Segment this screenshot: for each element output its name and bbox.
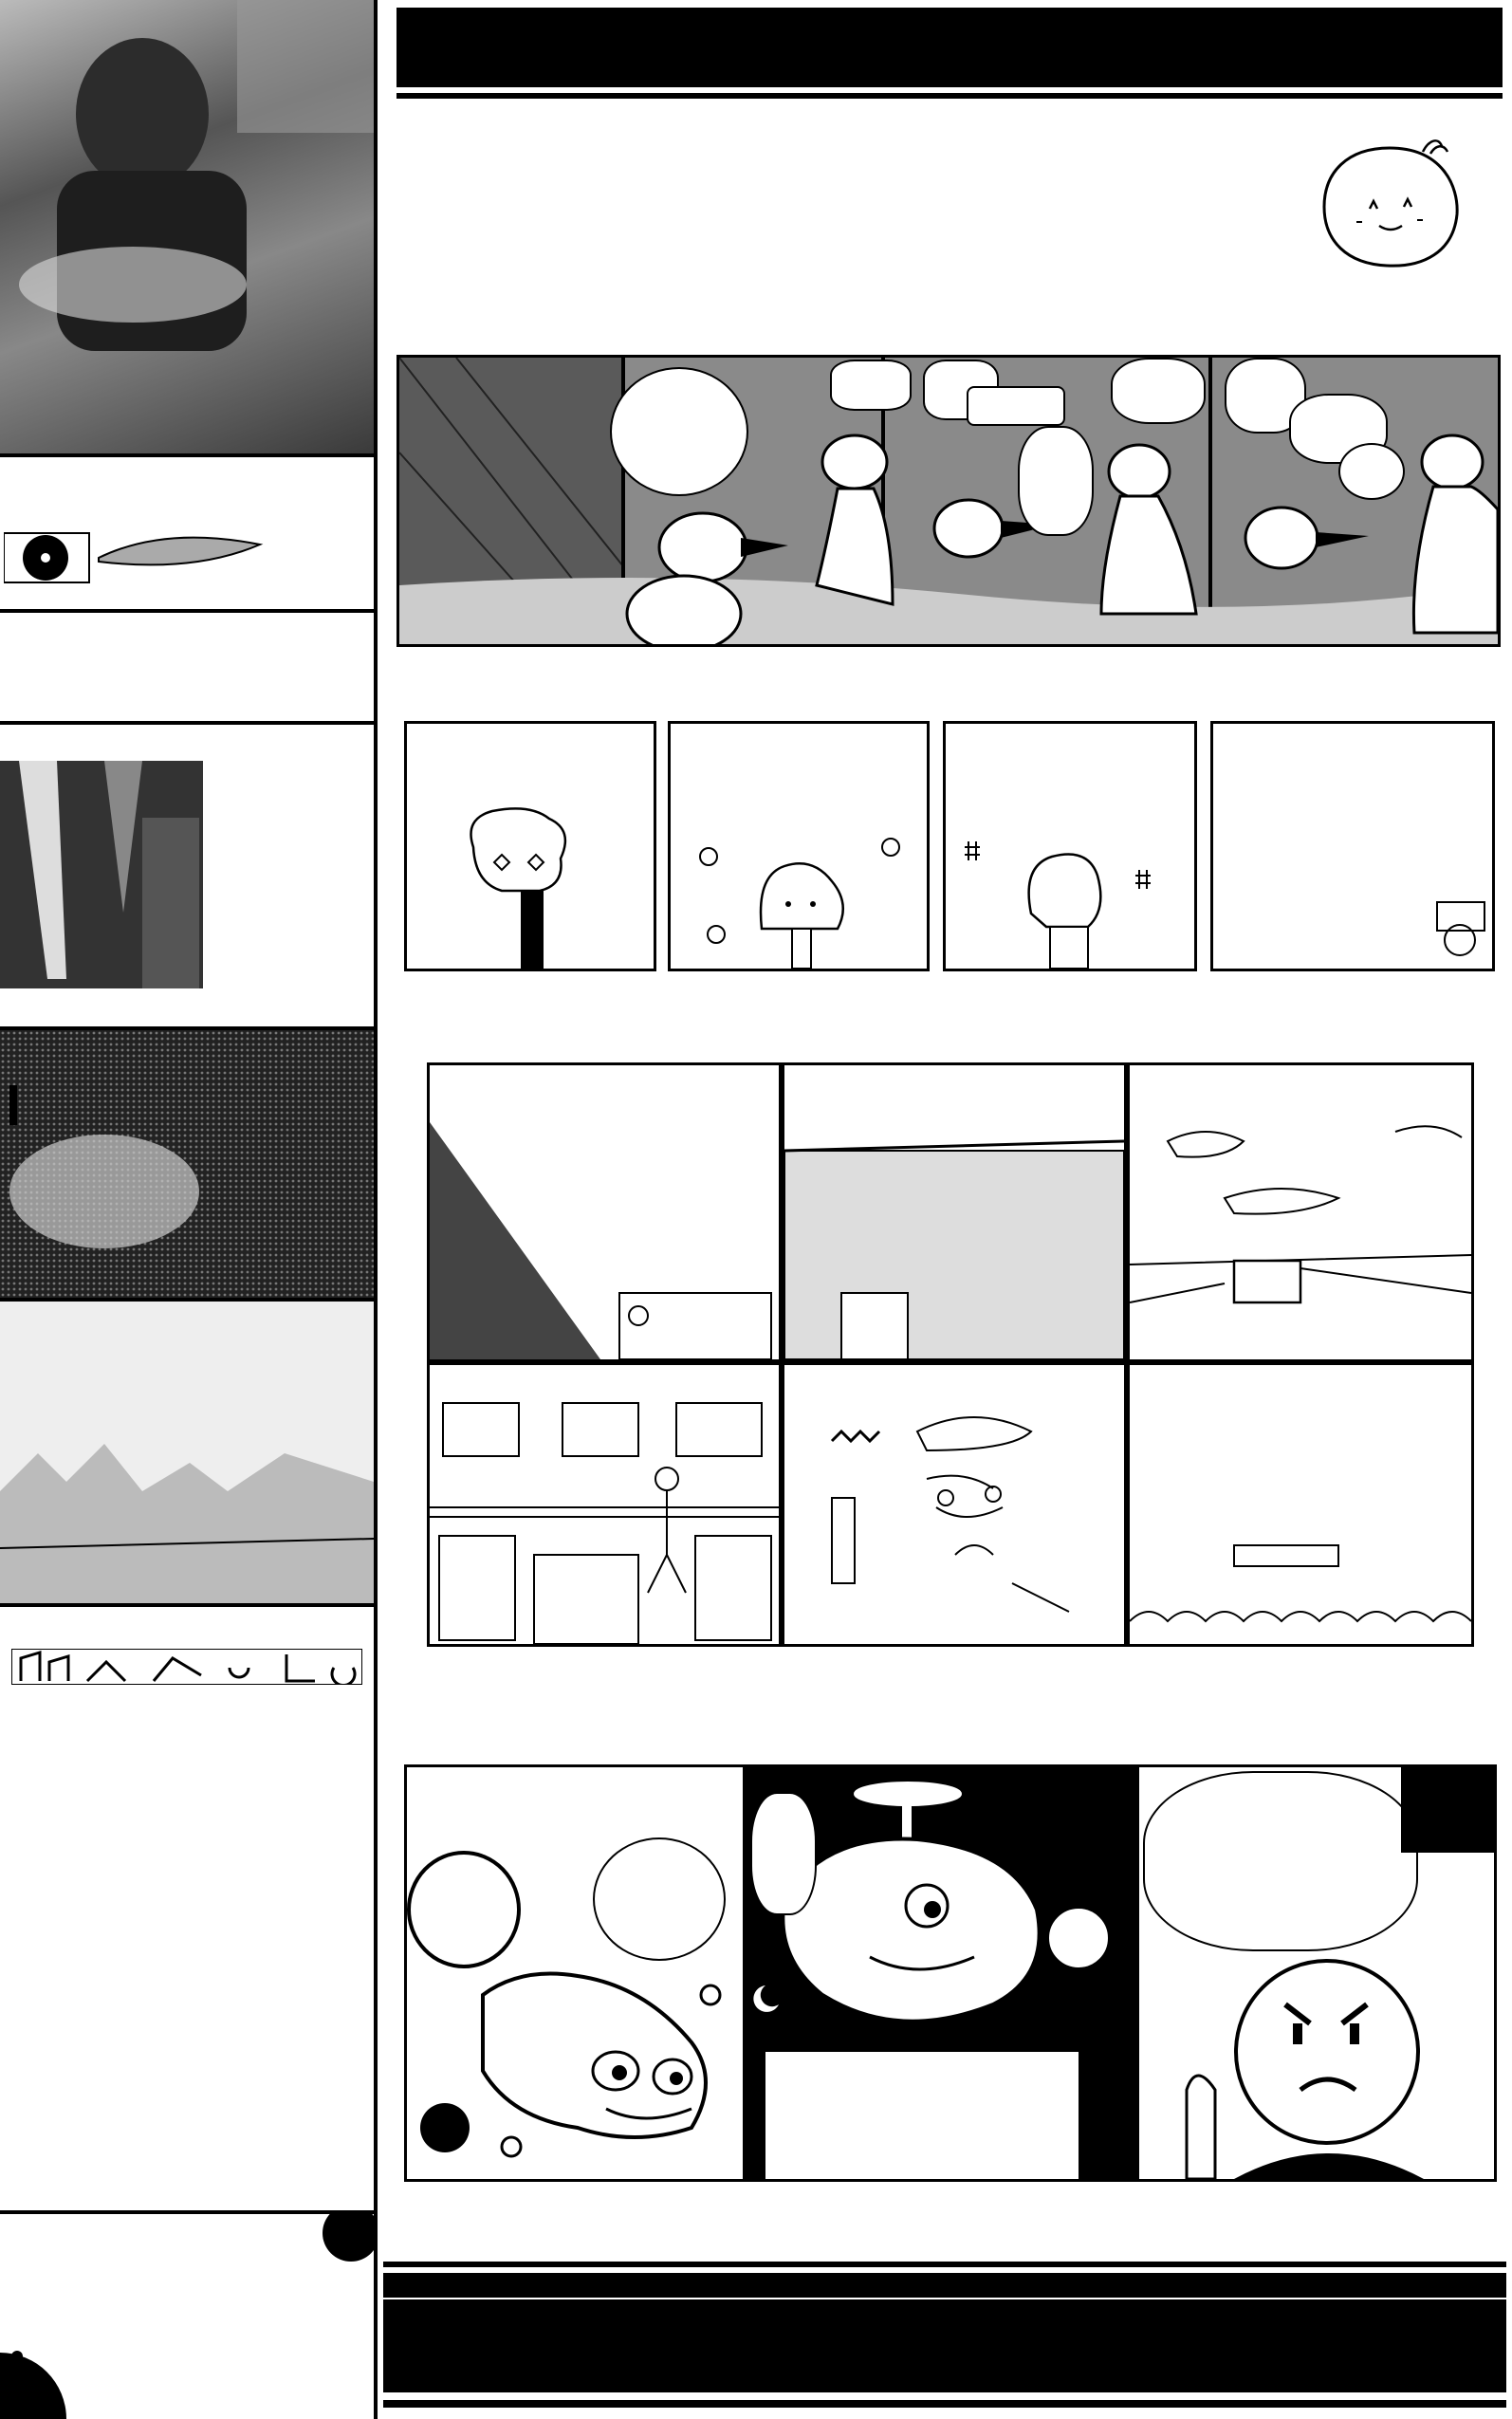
smiley-face-icon	[1318, 138, 1461, 271]
monorail-art-1	[430, 1065, 779, 1359]
military-prison-art-4	[1431, 895, 1492, 970]
military-prison-art-2	[671, 724, 927, 969]
monorail-art-6	[1130, 1365, 1471, 1644]
military-prison-art-1	[407, 724, 654, 969]
record-player-icon	[4, 516, 269, 584]
military-prison-panel-3	[943, 721, 1197, 971]
artplace-logo	[11, 1649, 362, 1685]
ad-artplace-gather	[0, 1607, 374, 2214]
duck-bubble-1	[610, 367, 748, 496]
ad-muffy-brandt	[0, 725, 374, 1030]
rat-radio-panel-1	[407, 1767, 747, 2179]
monorail-art-3	[1130, 1065, 1471, 1359]
monorail-art-4	[430, 1365, 779, 1644]
military-prison-panel-4	[1210, 721, 1495, 971]
military-prison-panel-1	[404, 721, 656, 971]
ad-secret-door	[0, 613, 374, 725]
military-prison-panel-2	[668, 721, 930, 971]
military-prison-art-3	[946, 724, 1194, 969]
rat-radio-panel-2	[747, 1767, 1135, 2179]
graveyard-ducks-strip	[396, 355, 1501, 647]
risd-sketch-bg	[0, 1302, 374, 1607]
monorail-panel-5	[782, 1362, 1127, 1647]
monorail-panel-1	[427, 1062, 782, 1362]
duck-bubble-4	[967, 386, 1065, 426]
monorail-art-2	[784, 1065, 1124, 1359]
rat-radio-panel-3	[1139, 1767, 1494, 2179]
monorail-panel-2	[782, 1062, 1127, 1362]
olympic-buy	[9, 1085, 17, 1125]
ad-olympic-records	[0, 1030, 374, 1302]
ad-practical-tools	[0, 2214, 374, 2419]
monorail-panel-3	[1127, 1062, 1474, 1362]
practical-tools-deco	[0, 2214, 374, 2419]
sidebar-ads	[0, 0, 378, 2419]
top-ornamental-border	[396, 8, 1503, 101]
olympic-halftone-bg	[0, 1030, 374, 1302]
duck-bubble-2	[830, 360, 912, 411]
monorail-strip	[427, 1062, 1474, 1647]
ad-risd-expose	[0, 1302, 374, 1607]
monorail-art-5	[784, 1365, 1124, 1644]
duck-bubble-9	[1338, 443, 1405, 500]
monorail-panel-4	[427, 1362, 782, 1647]
duck-bubble-5	[1018, 426, 1094, 536]
rat-radio-art-3	[1139, 1767, 1494, 2179]
ad-all-day-records	[0, 457, 374, 613]
duck-bubble-6	[1111, 358, 1206, 424]
monorail-panel-6	[1127, 1362, 1474, 1647]
rat-radio-art-1	[407, 1767, 743, 2179]
ad-magic-lantern	[0, 0, 374, 457]
rat-radio-bubble-2	[750, 1792, 817, 1915]
muffy-photo	[0, 761, 203, 988]
rat-radio-strip	[404, 1764, 1497, 2182]
magic-lantern-photo	[0, 0, 374, 457]
bottom-ornamental-border	[383, 2262, 1506, 2411]
